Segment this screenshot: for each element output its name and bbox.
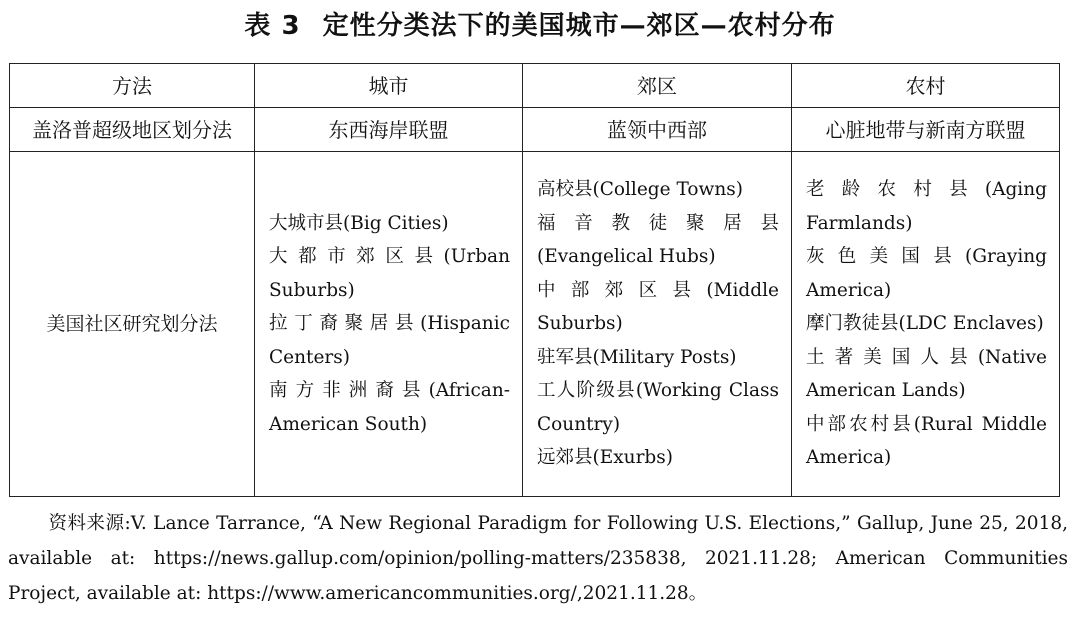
table-header-row xyxy=(10,64,1060,108)
list-item: 摩门教徒县(LDC Enclaves) xyxy=(806,313,1044,335)
list-item: 高校县(College Towns) xyxy=(537,179,743,201)
list-item: 中部郊区县(Middle Suburbs) xyxy=(537,279,779,335)
table-label: 表 3 xyxy=(244,11,301,41)
header-city: 城市 xyxy=(255,64,523,108)
source-note-text: 资料来源:V. Lance Tarrance, “A New Regional Paradigm for Following U.S. Elections,” Gallup, June 25, 2018, available at: https://news.gallup.com/opinion/polling-matters/235838, 2021.11.28; American Communities Project, available at: https://www.americancommunities.org/,2021.11.28。 xyxy=(8,513,1068,604)
list-item: 大都市郊区县(Urban Suburbs) xyxy=(269,246,510,301)
list-item: 工人阶级县(Working Class Country) xyxy=(537,380,779,435)
suburb-cell: 蓝领中西部 xyxy=(523,108,792,152)
source-note xyxy=(8,506,1068,611)
city-cell: 东西海岸联盟 xyxy=(255,108,523,152)
list-item: 土著美国人县(Native American Lands) xyxy=(806,346,1047,402)
header-suburb: 郊区 xyxy=(523,64,792,108)
list-item: 福音教徒聚居县(Evangelical Hubs) xyxy=(537,212,779,268)
list-item: 灰色美国县(Graying America) xyxy=(806,246,1047,301)
method-cell: 盖洛普超级地区划分法 xyxy=(10,108,255,152)
list-item: 拉丁裔聚居县(Hispanic Centers) xyxy=(269,313,510,368)
table-row xyxy=(10,152,1060,497)
rural-cell xyxy=(792,152,1060,497)
table-title-text: 定性分类法下的美国城市—郊区—农村分布 xyxy=(322,11,836,41)
classification-table xyxy=(9,63,1060,497)
header-rural: 农村 xyxy=(792,64,1060,108)
city-list xyxy=(255,207,522,442)
table-title xyxy=(0,8,1080,44)
list-item: 南方非洲裔县(African-American South) xyxy=(269,380,510,435)
list-item: 大城市县(Big Cities) xyxy=(269,212,449,234)
list-item: 老龄农村县(Aging Farmlands) xyxy=(806,179,1047,234)
table-row xyxy=(10,108,1060,152)
suburb-cell xyxy=(523,152,792,497)
rural-cell: 心脏地带与新南方联盟 xyxy=(792,108,1060,152)
list-item: 中部农村县(Rural Middle America) xyxy=(806,413,1047,469)
header-method: 方法 xyxy=(10,64,255,108)
rural-list xyxy=(792,173,1059,475)
suburb-list xyxy=(523,173,791,475)
city-cell xyxy=(255,152,523,497)
list-item: 远郊县(Exurbs) xyxy=(537,447,673,469)
method-cell: 美国社区研究划分法 xyxy=(10,152,255,497)
list-item: 驻军县(Military Posts) xyxy=(537,346,737,368)
